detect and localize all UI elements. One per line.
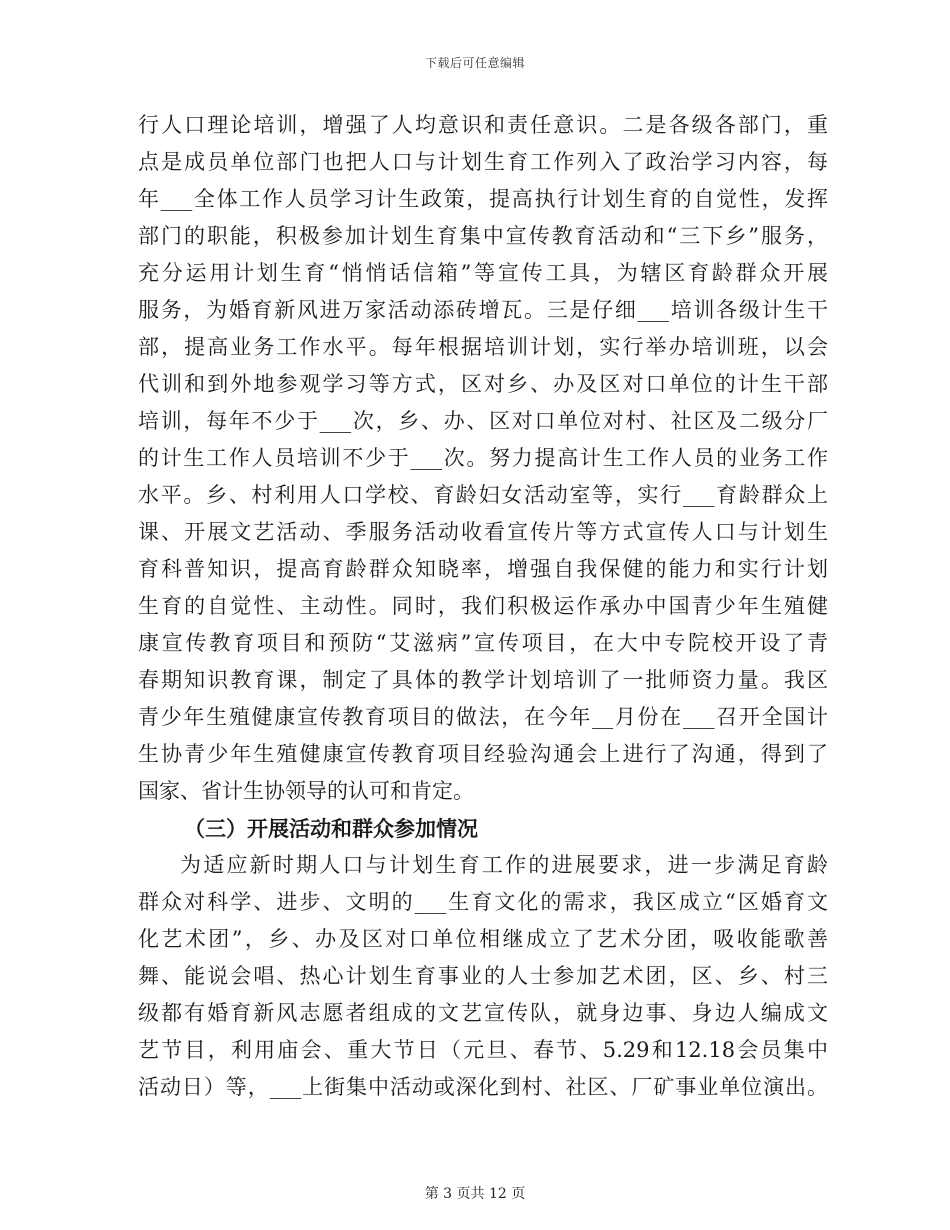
body-line: 部，提高业务工作水平。每年根据培训计划，实行举办培训班，以会	[138, 335, 828, 359]
body-line: 点是成员单位部门也把人口与计划生育工作列入了政治学习内容，每	[138, 150, 828, 174]
body-line: 部门的职能，积极参加计划生育集中宣传教育活动和“三下乡”服务，	[138, 224, 828, 248]
body-line: 活动日）等，___上街集中活动或深化到村、社区、厂矿事业单位演出。	[138, 1075, 828, 1099]
body-line: 行人口理论培训，增强了人均意识和责任意识。二是各级各部门，重	[138, 113, 828, 137]
body-line: 生育的自觉性、主动性。同时，我们积极运作承办中国青少年生殖健	[138, 594, 828, 618]
body-line: 春期知识教育课，制定了具体的教学计划培训了一批师资力量。我区	[138, 668, 828, 692]
document-body	[138, 107, 828, 1106]
body-line: 群众对科学、进步、文明的___生育文化的需求，我区成立“区婚育文	[138, 890, 828, 914]
page-number: 第 3 页共 12 页	[424, 1186, 526, 1202]
page-header: 下载后可任意编辑	[424, 56, 525, 70]
body-line: 康宣传教育项目和预防“艾滋病”宣传项目，在大中专院校开设了青	[138, 631, 828, 655]
body-line: 舞、能说会唱、热心计划生育事业的人士参加艺术团，区、乡、村三	[138, 964, 828, 988]
body-line: 化艺术团”，乡、办及区对口单位相继成立了艺术分团，吸收能歌善	[138, 927, 828, 951]
body-line: 代训和到外地参观学习等方式，区对乡、办及区对口单位的计生干部	[138, 372, 828, 396]
body-line: 培训，每年不少于___次，乡、办、区对口单位对村、社区及二级分厂	[138, 409, 828, 433]
body-line: 课、开展文艺活动、季服务活动收看宣传片等方式宣传人口与计划生	[138, 520, 828, 544]
body-line: 育科普知识，提高育龄群众知晓率，增强自我保健的能力和实行计划	[138, 557, 828, 581]
body-line: 为适应新时期人口与计划生育工作的进展要求，进一步满足育龄	[180, 853, 828, 877]
body-line: 年___全体工作人员学习计生政策，提高执行计划生育的自觉性，发挥	[138, 187, 828, 211]
body-line: 的计生工作人员培训不少于___次。努力提高计生工作人员的业务工作	[138, 446, 828, 470]
body-line: 充分运用计划生育“悄悄话信箱”等宣传工具，为辖区育龄群众开展	[138, 261, 828, 285]
body-line: 服务，为婚育新风进万家活动添砖增瓦。三是仔细___培训各级计生干	[138, 298, 828, 322]
body-line: 水平。乡、村利用人口学校、育龄妇女活动室等，实行___育龄群众上	[138, 483, 828, 507]
body-line: 生协青少年生殖健康宣传教育项目经验沟通会上进行了沟通，得到了	[138, 742, 828, 766]
body-line: 青少年生殖健康宣传教育项目的做法，在今年__月份在___召开全国计	[138, 705, 828, 729]
section-heading: （三）开展活动和群众参加情况	[184, 816, 478, 841]
body-line: 国家、省计生协领导的认可和肯定。	[138, 779, 474, 803]
body-line: 级都有婚育新风志愿者组成的文艺宣传队，就身边事、身边人编成文	[138, 1001, 828, 1025]
body-line: 艺节目，利用庙会、重大节日（元旦、春节、5.29和12.18会员集中	[138, 1038, 828, 1062]
